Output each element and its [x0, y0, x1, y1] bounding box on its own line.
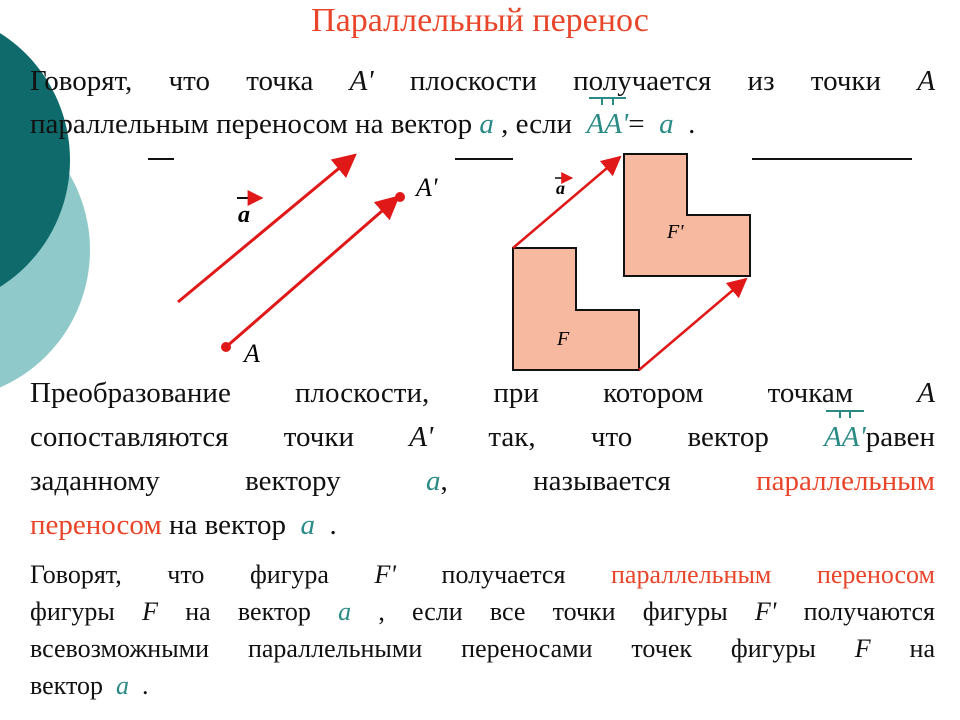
text: заданному вектору [30, 465, 341, 497]
vector-AA-prime-arrow [226, 197, 398, 347]
label-a: a [238, 202, 250, 228]
translation-arrow [513, 157, 620, 248]
symbol-F-prime: F' [754, 597, 777, 626]
vector-AA-prime [824, 416, 866, 458]
vector-AA-prime [587, 103, 629, 145]
symbol-A: A [917, 65, 936, 97]
paragraph-definition-point-line2 [30, 103, 935, 145]
term-translation: переносом [30, 509, 162, 541]
text: параллельным переносом на вектор [30, 108, 473, 140]
vector-AA-prime-text: AA' [824, 421, 866, 453]
figure-F [513, 248, 639, 370]
term-parallel: параллельным [756, 465, 936, 497]
text: . [329, 509, 337, 541]
vector-a: a [426, 465, 441, 497]
label-A-prime: A' [416, 173, 438, 202]
paragraph-transformation-4 [30, 504, 935, 546]
paragraph-figure-2 [30, 593, 935, 630]
text: , если все точки фигуры [378, 597, 728, 626]
text: сопоставляются точки [30, 421, 354, 453]
symbol-A-prime: A' [409, 421, 434, 453]
symbol-F: F [854, 634, 871, 663]
symbol-F: F [142, 597, 159, 626]
text: = [628, 108, 645, 140]
text: Говорят, что точка [30, 65, 314, 97]
text: на вектор [168, 509, 286, 541]
vector-AA-prime-text: AA' [586, 108, 629, 140]
label-a-small: a [556, 178, 565, 198]
text: , если [501, 108, 573, 140]
translation-diagram [0, 140, 960, 380]
text: получаются [803, 597, 936, 626]
label-A: A [244, 339, 260, 368]
text: Говорят, что фигура [30, 560, 329, 589]
text: . [141, 671, 149, 700]
text: равен [865, 421, 936, 453]
text: всевозможными параллельными переносами точек фигуры [30, 634, 816, 663]
vector-a: a [338, 597, 352, 626]
text: , называется [440, 465, 671, 497]
text: Преобразование плоскости, при котором точкам [30, 377, 854, 409]
vector-a: a [479, 108, 494, 140]
symbol-F-prime: F' [374, 560, 396, 589]
text: вектор [30, 671, 103, 700]
label-F-prime: F' [667, 221, 684, 243]
point-A [221, 342, 231, 352]
vector-a-arrow [178, 155, 355, 302]
point-A-prime [395, 192, 405, 202]
paragraph-figure-4 [30, 667, 935, 704]
symbol-A: A [917, 377, 935, 409]
text: так, что вектор [488, 421, 769, 453]
figure-F-prime [624, 154, 750, 276]
translation-arrow [639, 279, 746, 370]
term-parallel-translation: параллельным переносом [611, 560, 936, 589]
paragraph-figure-3 [30, 630, 935, 667]
text: . [688, 108, 696, 140]
paragraph-transformation-3 [30, 460, 935, 502]
label-F: F [557, 328, 570, 350]
paragraph-figure-1 [30, 556, 935, 593]
text: фигуры [30, 597, 115, 626]
vector-a: a [659, 108, 674, 140]
text: плоскости получается из точки [409, 65, 882, 97]
symbol-A-prime: A' [349, 65, 374, 97]
vector-a: a [115, 671, 129, 700]
paragraph-definition-point [30, 60, 935, 102]
paragraph-transformation-2 [30, 416, 935, 458]
text: получается [441, 560, 566, 589]
page-title: Параллельный перенос [311, 2, 649, 39]
text: на вектор [185, 597, 311, 626]
paragraph-transformation-1 [30, 372, 935, 414]
vector-a: a [300, 509, 315, 541]
text: на [909, 634, 936, 663]
